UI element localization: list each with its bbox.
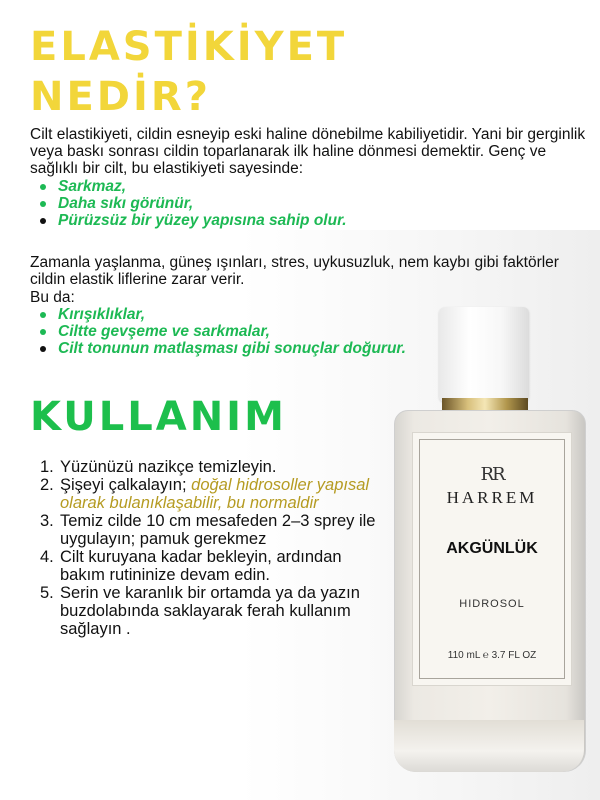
bottle-label (412, 432, 572, 686)
benefits-list (30, 178, 347, 229)
step-text: Yüzünüzü nazikçe temizleyin. (60, 458, 277, 476)
step-text: Temiz cilde 10 cm mesafeden 2–3 sprey ile uygulayın; pamuk gerekmez (60, 512, 376, 548)
brand-monogram: RR (480, 464, 504, 485)
product-type: HIDROSOL (459, 598, 525, 610)
benefit-item: Sarkmaz, (30, 178, 347, 195)
usage-step (40, 458, 380, 476)
label-frame (419, 439, 565, 679)
step-number: 3. (40, 512, 54, 530)
consequence-item: Cilt tonunun matlaşması gibi sonuçlar doğurur. (30, 340, 406, 357)
usage-step (40, 584, 380, 638)
step-text: Şişeyi çalkalayın; (60, 476, 192, 494)
consequences-list (30, 306, 406, 357)
bottle-base (394, 720, 584, 772)
usage-step (40, 476, 380, 512)
consequence-item: Ciltte gevşeme ve sarkmalar, (30, 323, 406, 340)
step-number: 5. (40, 584, 54, 602)
step-number: 1. (40, 458, 54, 476)
benefit-item: Daha sıkı görünür, (30, 195, 347, 212)
intro-paragraph: Cilt elastikiyeti, cildin esneyip eski haline dönebilme kabiliyetidir. Yani bir gerginlik veya baskı sonrası cildin toparlanarak ilk haline dönmesi demektir. Genç ve sağlıklı bir cilt, bu elastikiyeti sayesinde: (30, 126, 586, 177)
usage-step (40, 512, 380, 548)
bottle-cap (439, 307, 529, 402)
section-title-elasticity (30, 22, 347, 122)
brand-name: HARREM (446, 488, 538, 507)
step-text: Cilt kuruyana kadar bekleyin, ardından bakım rutininize devam edin. (60, 548, 342, 584)
section-title-usage: KULLANIM (30, 394, 287, 440)
consequence-intro: Bu da: (30, 289, 75, 306)
consequence-item: Kırışıklıklar, (30, 306, 406, 323)
step-text: Serin ve karanlık bir ortamda ya da yazın buzdolabında saklayarak ferah kullanım sağlayın . (60, 584, 360, 638)
step-number: 2. (40, 476, 54, 494)
step-note: doğal hidrosoller yapısal olarak bulanıklaşabilir, bu normaldir (60, 476, 370, 512)
step-number: 4. (40, 548, 54, 566)
product-name: AKGÜNLÜK (446, 540, 538, 557)
factors-paragraph: Zamanla yaşlanma, güneş ışınları, stres, uykusuzluk, nem kaybı gibi faktörler cildin elastik liflerine zarar verir. (30, 254, 559, 288)
usage-steps-list (40, 458, 380, 638)
title-line-2: NEDİR? (30, 74, 211, 120)
title-line-1: ELASTİKİYET (30, 24, 348, 70)
product-volume: 110 mL ℮ 3.7 FL OZ (447, 650, 537, 661)
benefit-item: Pürüzsüz bir yüzey yapısına sahip olur. (30, 212, 347, 229)
usage-step (40, 548, 380, 584)
product-bottle-image (390, 290, 586, 780)
